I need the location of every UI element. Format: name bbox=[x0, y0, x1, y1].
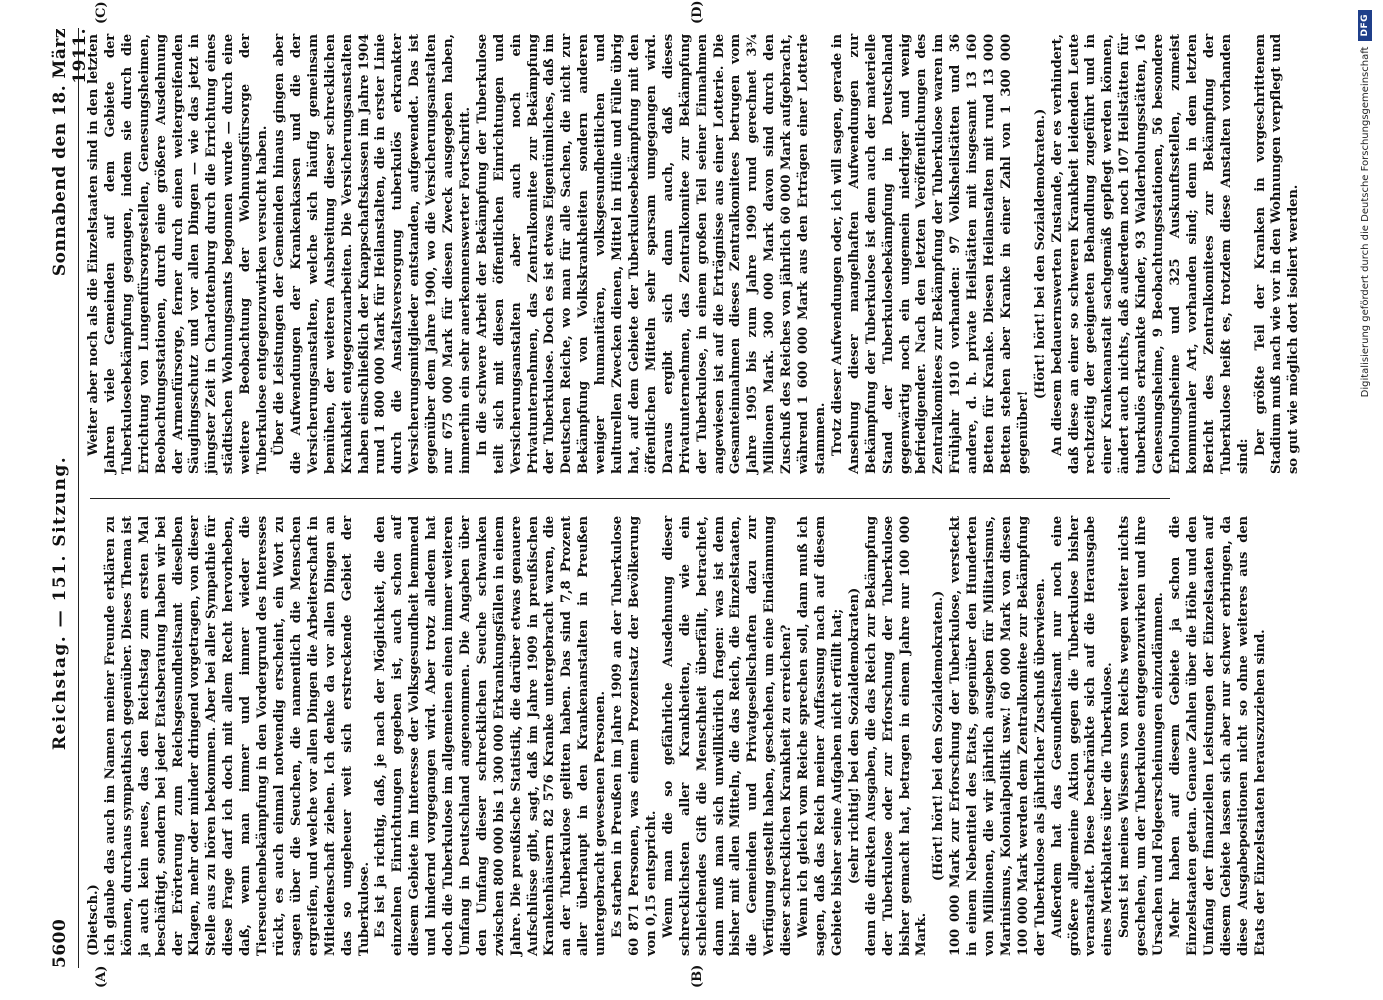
paragraph: Trotz dieser Aufwendungen oder, ich will sagen, gerade in Ansehung dieser mangelhaften Aufwendungen zur Bekämpfung der Tuberkulose ist denn auch der materielle Stand der Tuberkulosebekämpfung in Deutschland gegenwärtig noch ein ungemein niedriger und wenig befriedigender. Nach den letzten Veröffentlichungen des Zentralkomitees zur Bekämpfung der Tuberkulose waren im Frühjahr 1910 vorhanden: 97 Volksheilstätten und 36 andere, d. h. private Heilstätten mit insgesamt 13 160 Betten für Kranke. Diesen Heilanstalten mit rund 13 000 Betten stehen aber Kranke in einer Zahl von 1 300 000 gegenüber! bbox=[829, 34, 1031, 474]
page-header bbox=[50, 28, 90, 968]
paragraph: Wenn man die so gefährliche Ausdehnung dieser schrecklichsten aller Krankheiten, die wie ein schleichendes Gift die Menschheit überfällt, betrachtet, dann muß man sich unwillkürlich fragen: was ist denn bisher mit allen Mitteln, die das Reich, die Einzelstaaten, die Gemeinden und Privatgesellschaften dazu zur Verfügung gestellt haben, geschehen, um eine Eindämmung dieser schrecklichen Krankheit zu erreichen? bbox=[660, 516, 795, 956]
speaker-name: (Dietsch.) bbox=[86, 884, 101, 956]
paragraph: An diesem bedauernswerten Zustande, der es verhindert, daß diese an einer so schweren Krankheit leidenden Leute rechtzeitig der geeigneten Behandlung zugeführt und in einer Krankenanstalt sachgemäß gepflegt werden können, ändert auch nichts, daß außerdem noch 107 Heilstätten für tuberkulös erkrankte Kinder, 93 Walderholungsstätten, 16 Genesungsheime, 9 Beobachtungsstationen, 56 besondere Erholungsheime und 325 Auskunftsstellen, zumeist kommunaler Art, vorhanden sind; denn in dem letzten Bericht des Zentralkomitees zur Bekämpfung der Tuberkulose heißt es, trotzdem diese Anstalten vorhanden sind: bbox=[1049, 34, 1251, 474]
paragraph: Wenn ich gleich vom Reiche sprechen soll, dann muß ich sagen, daß das Reich meiner Auffassung nach auf diesem Gebiete bisher seine Aufgaben nicht erfüllt hat; bbox=[796, 516, 845, 956]
paragraph: Weiter aber noch als die Einzelstaaten sind in den letzten Jahren viele Gemeinden auf dem Gebiete der Tuberkulosebekämpfung gegangen, indem sie durch die Errichtung von Lungenfürsorgestellen, Genesungsheimen, Beobachtungsstationen, durch eine größere Ausdehnung der Armenfürsorge, ferner durch einen weitergreifenden Säuglingsschutz und vor allen Dingen — wie das jetzt in jüngster Zeit in Charlottenburg durch die Errichtung eines städtischen Wohnungsamts begonnen wurde — durch eine weitere Beobachtung der Wohnungsfürsorge der Tuberkulose entgegenzuwirken versucht haben. bbox=[86, 34, 271, 474]
paragraph: Sonst ist meines Wissens von Reichs wegen weiter nichts geschehen, um der Tuberkulose entgegenzuwirken und ihre Ursachen und Folgeerscheinungen einzudämmen. bbox=[1117, 516, 1167, 956]
quotation: Der größte Teil der Kranken in vorgeschrittenem Stadium muß nach wie vor in den Wohnungen verpflegt und so gut wie möglich dort isoliert werden. bbox=[1252, 34, 1302, 474]
session-date: Sonnabend den 18. März 1911. bbox=[50, 28, 90, 277]
digitization-credit bbox=[1354, 10, 1376, 990]
margin-marker-b: (B) bbox=[690, 964, 705, 988]
page-number: 5600 bbox=[50, 918, 70, 968]
credit-text: Digitalisierung gefördert durch die Deutsche Forschungsgemeinschaft bbox=[1359, 46, 1371, 398]
paragraph: Es ist ja richtig, daß, je nach der Möglichkeit, die den einzelnen Einrichtungen gegeben ist, auch schon auf diesem Gebiete im Interesse der Volksgesundheit hemmend und hindernd vorgegangen wird. Aber trotz alledem hat doch die Tuberkulose im allgemeinen einen immer weiteren Umfang in Deutschland angenommen. Die Angaben über den Umfang dieser schrecklichen Seuche schwanken zwischen 800 000 bis 1 300 000 Erkrankungsfällen in einem Jahre. Die preußische Statistik, die darüber etwas genauere Aufschlüsse gibt, sagt, daß im Jahre 1909 in preußischen Krankenhäusern 82 576 Kranke untergebracht waren, die an der Tuberkulose gelitten haben. Das sind 7,8 Prozent aller überhaupt in den Krankenanstalten in Preußen untergebracht gewesenen Personen. bbox=[373, 516, 609, 956]
dfg-logo: DFG bbox=[1358, 10, 1372, 41]
interjection: (Hört! hört! bei den Sozialdemokraten.) bbox=[931, 590, 947, 882]
paragraph: Über die Leistungen der Gemeinden hinaus gingen aber die Aufwendungen der Krankenkassen und die der Versicherungsanstalten, welche sich häufig gemeinsam bemühen, der weiteren Ausbreitung dieser schrecklichen Krankheit entgegenzuarbeiten. Die Versicherungsanstalten haben einschließlich der Knappschaftskassen im Jahre 1904 rund 1 800 000 Mark für Heilanstalten, die in erster Linie durch die Anstaltsversorgung tuberkulös erkrankter Versicherungsmitglieder entstanden, aufgewendet. Das ist gegenüber dem Jahre 1900, wo die Versicherungsanstalten nur 675 000 Mark für diesen Zweck ausgegeben haben, immerhin ein sehr anerkennenswerter Fortschritt. bbox=[271, 34, 473, 474]
column-divider bbox=[90, 498, 1170, 499]
paragraph: In die schwere Arbeit der Bekämpfung der Tuberkulose teilt sich mit diesen öffentlichen Einrichtungen und Versicherungsanstalten aber auch noch ein Privatunternehmen, das Zentralkomitee zur Bekämpfung der Tuberkulose. Doch es ist etwas Eigentümliches, daß im Deutschen Reiche, wo man für alle Sachen, die nicht zur Bekämpfung von Volkskrankheiten sondern anderen weniger humanitären, volksgesundheitlichen und kulturellen Zwecken dienen, Mittel in Hülle und Fülle übrig hat, auf dem Gebiete der Tuberkulosebekämpfung mit den öffentlichen Mitteln sehr sparsam umgegangen wird. Daraus ergibt sich dann auch, daß dieses Privatunternehmen, das Zentralkomitee zur Bekämpfung der Tuberkulose, in einem großen Teil seiner Einnahmen angewiesen ist auf die Erträgnisse aus einer Lotterie. Die Gesamteinnahmen dieses Zentralkomitees betrugen vom Jahre 1905 bis zum Jahre 1909 rund gerechnet 3¾ Millionen Mark. 300 000 Mark davon sind durch den Zuschuß des Reiches von jährlich 60 000 Mark aufgebracht, während 1 600 000 Mark aus den Erträgen einer Lotterie stammen. bbox=[474, 34, 828, 474]
paragraph: ich glaube das auch im Namen meiner Freunde erklären zu können, durchaus sympathisch gegenüber. Dieses Thema ist ja auch kein neues, das den Reichstag zum ersten Mal beschäftigt, sondern bei jeder Etatsberatung haben wir bei der Erörterung zum Reichsgesundheitsamt dieselben Klagen, mehr oder minder dringend vorgetragen, von dieser Stelle aus zu hören bekommen. Aber bei aller Sympathie für diese Frage darf ich doch mit allem Recht hervorheben, daß, wenn man immer und immer wieder die Tierseuchenbekämpfung in den Vordergrund des Interesses rückt, es auch einmal notwendig erscheint, ein Wort zu sagen über die Seuchen, die namentlich die Menschen ergreifen, und welche vor allen Dingen die Arbeiterschaft in Mitleidenschaft ziehen. Ich denke da vor allen Dingen an das so ungeheuer weit sich erstreckende Gebiet der Tuberkulose. bbox=[102, 516, 372, 956]
interjection: (Hört! hört! bei den Sozialdemokraten.) bbox=[1032, 108, 1048, 400]
right-column bbox=[86, 34, 1302, 474]
session-title: Reichstag. — 151. Sitzung. bbox=[50, 455, 70, 751]
paragraph: 100 000 Mark zur Erforschung der Tuberkulose, versteckt in einem Nebentitel des Etats, gegenüber den Hunderten von Millionen, die wir jährlich ausgeben für Militarismus, Marinismus, Kolonialpolitik usw.! 60 000 Mark von diesen 100 000 Mark werden dem Zentralkomitee zur Bekämpfung der Tuberkulose als jährlicher Zuschuß überwiesen. bbox=[948, 516, 1048, 956]
paragraph: Es starben in Preußen im Jahre 1909 an der Tuberkulose 60 871 Personen, was einem Prozentsatz der Bevölkerung von 0,15 entspricht. bbox=[610, 516, 659, 956]
credit-line bbox=[1354, 10, 1376, 990]
margin-marker-a: (A) bbox=[94, 965, 109, 988]
page-body bbox=[50, 0, 1302, 988]
paragraph: denn die direkten Ausgaben, die das Reich zur Bekämpfung der Tuberkulose oder zur Erforschung der Tuberkulose bisher gemacht hat, betragen in einem Jahre nur 100 000 Mark. bbox=[863, 516, 930, 956]
paragraph: Mehr haben auf diesem Gebiete ja schon die Einzelstaaten getan. Genaue Zahlen über die Höhe und den Umfang der finanziellen Leistungen der Einzelstaaten auf diesem Gebiete lassen sich aber nur schwer erbringen, da diese Ausgabepositionen nicht so ohne weiteres aus den Etats der Einzelstaaten herauszuziehen sind. bbox=[1168, 516, 1268, 956]
paragraph: Außerdem hat das Gesundheitsamt nur noch eine größere allgemeine Aktion gegen die Tuberkulose bisher veranstaltet. Diese beschränkte sich auf die Herausgabe eines Merkblattes über die Tuberkulose. bbox=[1049, 516, 1116, 956]
margin-marker-d: (D) bbox=[690, 0, 705, 24]
header-rule bbox=[78, 28, 79, 968]
margin-marker-c: (C) bbox=[94, 1, 109, 24]
interjection: (sehr richtig! bei den Sozialdemokraten) bbox=[846, 587, 862, 885]
left-column bbox=[86, 516, 1286, 956]
